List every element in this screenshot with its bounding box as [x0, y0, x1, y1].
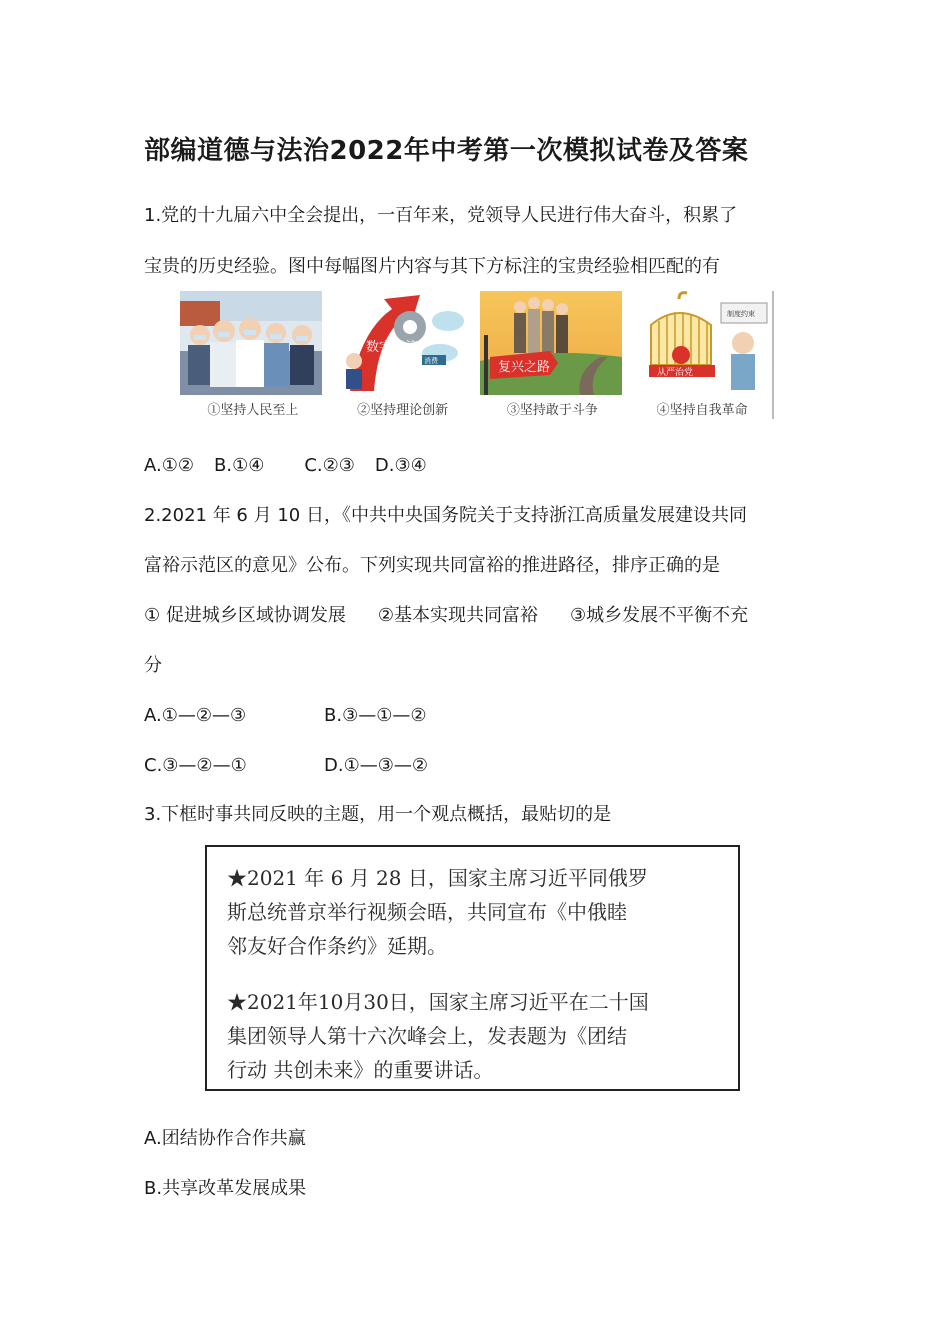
- q2-option-a[interactable]: A.①—②—③: [144, 705, 247, 726]
- q1-image-3-caption: ③坚持敢于斗争: [506, 403, 598, 418]
- q2-option-d[interactable]: D.①—③—②: [324, 755, 428, 776]
- q3-news-1-line-3: 邻友好合作条约》延期。: [227, 934, 447, 958]
- q1-image-1: [180, 291, 326, 419]
- q2-item-2: ②基本实现共同富裕: [377, 605, 538, 626]
- q2-options-row-1: [144, 704, 426, 728]
- q2-items: [144, 604, 748, 628]
- q3-news-item-2: [227, 985, 720, 1087]
- strict-governance-illustration: [629, 291, 775, 395]
- q2-stem-line-2: 富裕示范区的意见》公布。下列实现共同富裕的推进路径，排序正确的是: [144, 555, 720, 576]
- q1-stem-line-2: 宝贵的历史经验。图中每幅图片内容与其下方标注的宝贵经验相匹配的有: [144, 256, 720, 277]
- q1-option-d[interactable]: D.③④: [374, 455, 427, 476]
- q1-image-3-art-text: 复兴之路: [497, 360, 550, 375]
- rejuvenation-road-illustration: [480, 291, 626, 395]
- q3-news-item-1: [227, 861, 720, 963]
- q1-image-2: [330, 291, 476, 419]
- q2-item-1: ① 促进城乡区域协调发展: [144, 605, 346, 626]
- q1-image-4-art-text: 从严治党: [657, 368, 694, 378]
- q1-image-1-caption: ①坚持人民至上: [207, 403, 299, 418]
- medical-workers-illustration: [180, 291, 326, 395]
- q3-news-1-line-1: ★2021 年 6 月 28 日，国家主席习近平同俄罗: [227, 866, 648, 890]
- q1-image-strip: [180, 291, 775, 419]
- q3-news-2-line-3: 行动 共创未来》的重要讲话。: [227, 1058, 494, 1082]
- q3-news-2-line-1: ★2021年10月30日，国家主席习近平在二十国: [227, 990, 649, 1014]
- q1-image-4-caption: ④坚持自我革命: [656, 403, 748, 418]
- digital-economy-illustration: [330, 291, 476, 395]
- q1-image-2-art-text-2: 消费: [423, 357, 438, 365]
- q1-stem-line-1: 1.党的十九届六中全会提出，一百年来，党领导人民进行伟大奋斗，积累了: [144, 205, 738, 226]
- q2-item-continuation: 分: [144, 655, 162, 676]
- q1-option-c[interactable]: C.②③: [304, 455, 355, 476]
- page-title: 部编道德与法治2022年中考第一次模拟试卷及答案: [144, 136, 749, 166]
- q2-stem-line-1: 2.2021 年 6 月 10 日，《中共中央国务院关于支持浙江高质量发展建设共同: [144, 505, 747, 526]
- q2-option-b[interactable]: B.③—①—②: [324, 705, 427, 726]
- strip-right-border: [772, 291, 774, 419]
- q1-options: [144, 454, 427, 478]
- q1-image-4-art-text-2: 制度约束: [727, 310, 756, 318]
- q1-image-2-caption: ②坚持理论创新: [357, 403, 449, 418]
- q3-news-box: [205, 845, 740, 1091]
- q1-image-4: [629, 291, 775, 419]
- q2-options-row-2: [144, 754, 428, 778]
- q2-option-c[interactable]: C.③—②—①: [144, 755, 247, 776]
- q3-option-a[interactable]: A.团结协作合作共赢: [144, 1128, 306, 1149]
- q3-news-2-line-2: 集团领导人第十六次峰会上，发表题为《团结: [227, 1024, 627, 1048]
- q3-news-1-line-2: 斯总统普京举行视频会晤，共同宣布《中俄睦: [227, 900, 627, 924]
- q1-option-b[interactable]: B.①④: [214, 455, 265, 476]
- q1-image-3: [480, 291, 626, 419]
- q2-item-3: ③城乡发展不平衡不充: [570, 605, 749, 626]
- q3-option-b[interactable]: B.共享改革发展成果: [144, 1178, 307, 1199]
- q3-stem: 3.下框时事共同反映的主题，用一个观点概括，最贴切的是: [144, 804, 612, 825]
- q1-option-a[interactable]: A.①②: [144, 455, 194, 476]
- q1-image-2-art-text: 数字经济: [365, 340, 418, 355]
